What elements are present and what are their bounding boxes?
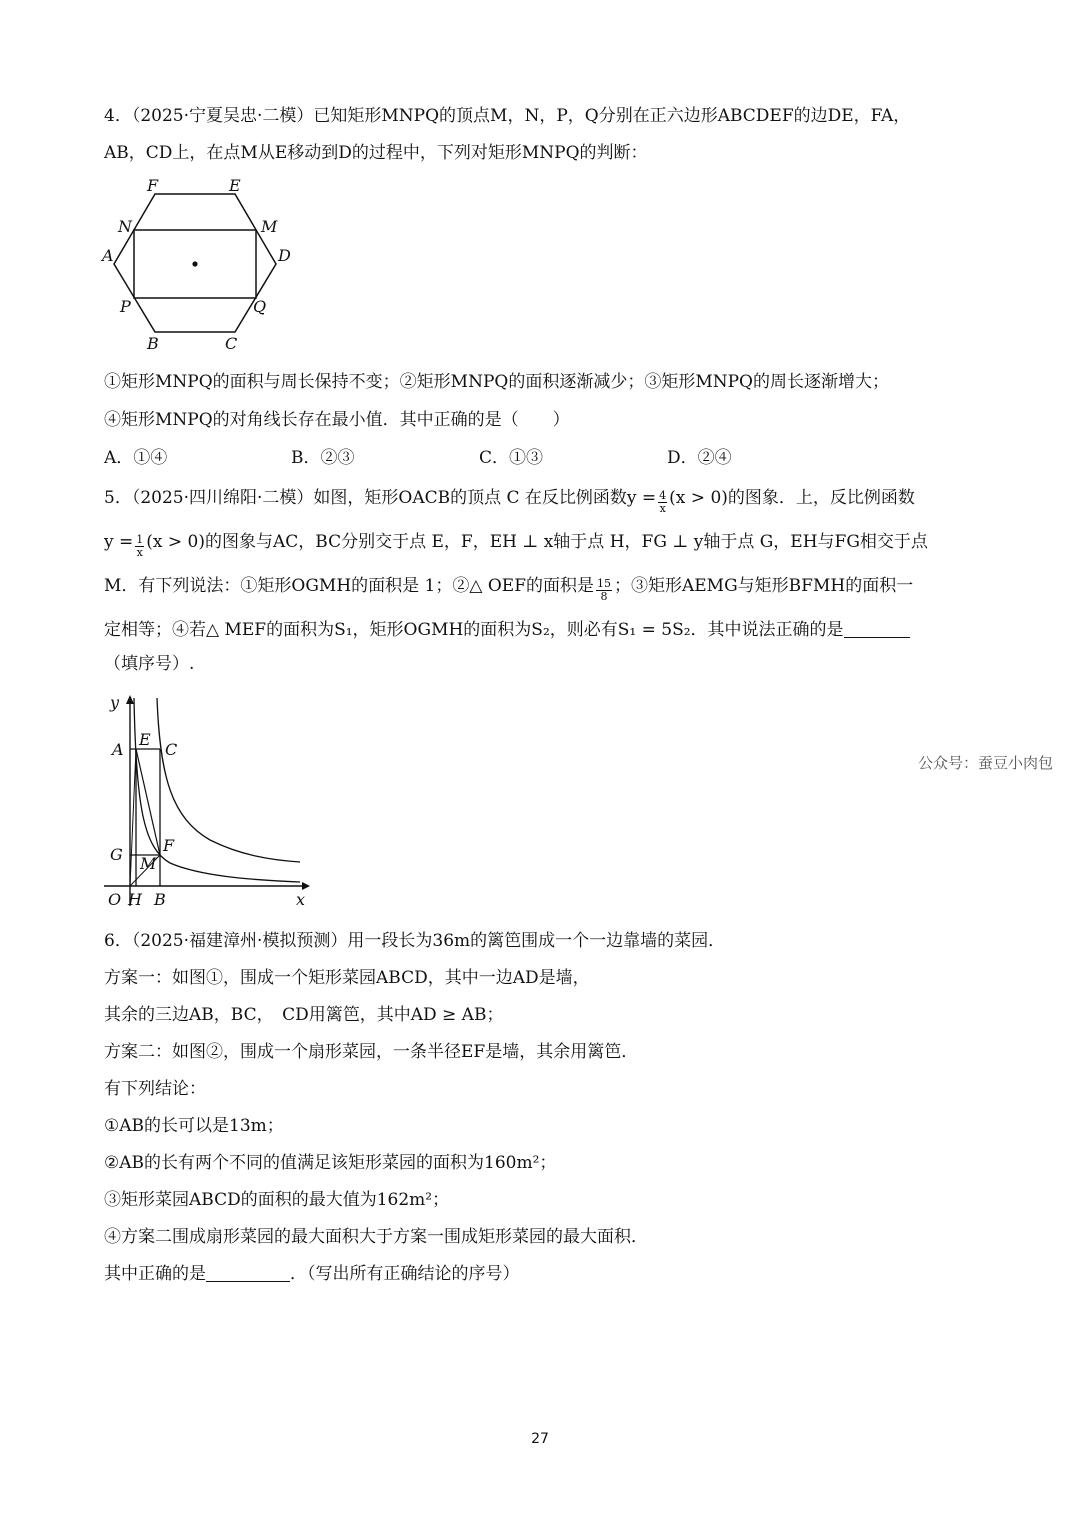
q6-conclusion-4: ④方案二围成扇形菜园的最大面积大于方案一围成矩形菜园的最大面积．: [104, 1227, 648, 1247]
label-n: N: [118, 217, 132, 236]
option-a[interactable]: A．①④: [104, 448, 168, 468]
q5-line-4: [104, 618, 910, 642]
q5-text: y =: [104, 532, 134, 552]
q6-line-2: 方案一：如图①，围成一个矩形菜园ABCD，其中一边AD是墙，: [104, 968, 590, 988]
label-c: C: [165, 740, 178, 759]
q5-line-1: [104, 486, 915, 515]
label-c: C: [225, 334, 238, 353]
fraction-4-over-x: $\frac{4}{x}$: [659, 489, 667, 515]
q5-line-3: [104, 574, 913, 603]
q5-text: M．有下列说法：①矩形OGMH的面积是 1；②△ OEF的面积是: [104, 576, 594, 596]
fraction-1-over-x: $\frac{1}{x}$: [136, 533, 144, 559]
label-o: O: [108, 890, 122, 909]
q5-line-5: （填序号）.: [104, 654, 195, 674]
q5-line-2: [104, 530, 928, 559]
label-x: x: [296, 890, 306, 909]
q6-line-answer: [104, 1262, 520, 1286]
label-e: E: [229, 176, 241, 195]
q6-conclusion-3: ③矩形菜园ABCD的面积的最大值为162m²；: [104, 1190, 450, 1210]
label-e: E: [139, 730, 151, 749]
q6-line-3: 其余的三边AB，BC， CD用篱笆，其中AD ≥ AB；: [104, 1005, 504, 1025]
q5-text: 5．（2025·四川绵阳·二模）如图，矩形OACB的顶点 C 在反比例函数y =: [104, 488, 657, 508]
q5-text: 定相等；④若△ MEF的面积为S₁，矩形OGMH的面积为S₂，则必有S₁ = 5S₂．其中说法正确的是: [104, 620, 844, 640]
label-a: A: [102, 246, 114, 265]
q4-line-2: AB，CD上，在点M从E移动到D的过程中，下列对矩形MNPQ的判断：: [104, 143, 648, 163]
answer-blank[interactable]: [206, 1281, 290, 1282]
label-h: H: [128, 890, 142, 909]
label-d: D: [278, 246, 291, 265]
fraction-15-over-8: $\frac{15}{8}$: [597, 577, 611, 603]
q5-text: ；③矩形AEMG与矩形BFMH的面积一: [614, 576, 914, 596]
label-f: F: [147, 176, 159, 195]
q4-options: [104, 446, 804, 470]
q6-line-4: 方案二：如图②，围成一个扇形菜园，一条半径EF是墙，其余用篱笆．: [104, 1042, 639, 1062]
hexagon-figure: [98, 172, 298, 362]
q4-statements-1: ①矩形MNPQ的面积与周长保持不变；②矩形MNPQ的面积逐渐减少；③矩形MNPQ的周长逐渐增大；: [104, 372, 889, 392]
answer-blank[interactable]: [844, 637, 910, 638]
q6-conclusion-1: ①AB的长可以是13m；: [104, 1116, 284, 1136]
q4-statements-2: ④矩形MNPQ的对角线长存在最小值．其中正确的是（ ）: [104, 410, 570, 430]
q5-text: (x > 0)的图象．上，反比例函数: [669, 488, 915, 508]
label-b: B: [154, 890, 166, 909]
q6-text: 其中正确的是: [104, 1264, 206, 1284]
label-y: y: [110, 693, 120, 712]
q6-line-1: 6．（2025·福建漳州·模拟预测）用一段长为36m的篱笆围成一个一边靠墙的菜园．: [104, 931, 726, 951]
label-b: B: [147, 334, 159, 353]
label-g: G: [110, 845, 123, 864]
watermark: 公众号：蚕豆小肉包: [918, 754, 1054, 772]
option-c[interactable]: C．①③: [479, 448, 544, 468]
hyperbola-figure: [100, 688, 320, 913]
label-m: M: [261, 217, 278, 236]
q4-line-1: 4．（2025·宁夏吴忠·二模）已知矩形MNPQ的顶点M，N，P，Q分别在正六边形ABCDEF的边DE，FA，: [104, 106, 911, 126]
page-number: 27: [531, 1431, 549, 1447]
q5-text: (x > 0)的图象与AC，BC分别交于点 E，F，EH ⊥ x轴于点 H，FG ⊥ y轴于点 G，EH与FG相交于点: [146, 532, 928, 552]
q6-text: ．（写出所有正确结论的序号）: [290, 1264, 520, 1284]
label-q: Q: [253, 297, 267, 316]
q6-conclusion-2: ②AB的长有两个不同的值满足该矩形菜园的面积为160m²；: [104, 1153, 557, 1173]
option-b[interactable]: B．②③: [291, 448, 355, 468]
q6-line-5: 有下列结论：: [104, 1079, 206, 1099]
option-d[interactable]: D．②④: [667, 448, 732, 468]
label-m: M: [140, 854, 157, 873]
label-p: P: [120, 297, 131, 316]
label-a: A: [112, 740, 124, 759]
label-f: F: [163, 836, 175, 855]
